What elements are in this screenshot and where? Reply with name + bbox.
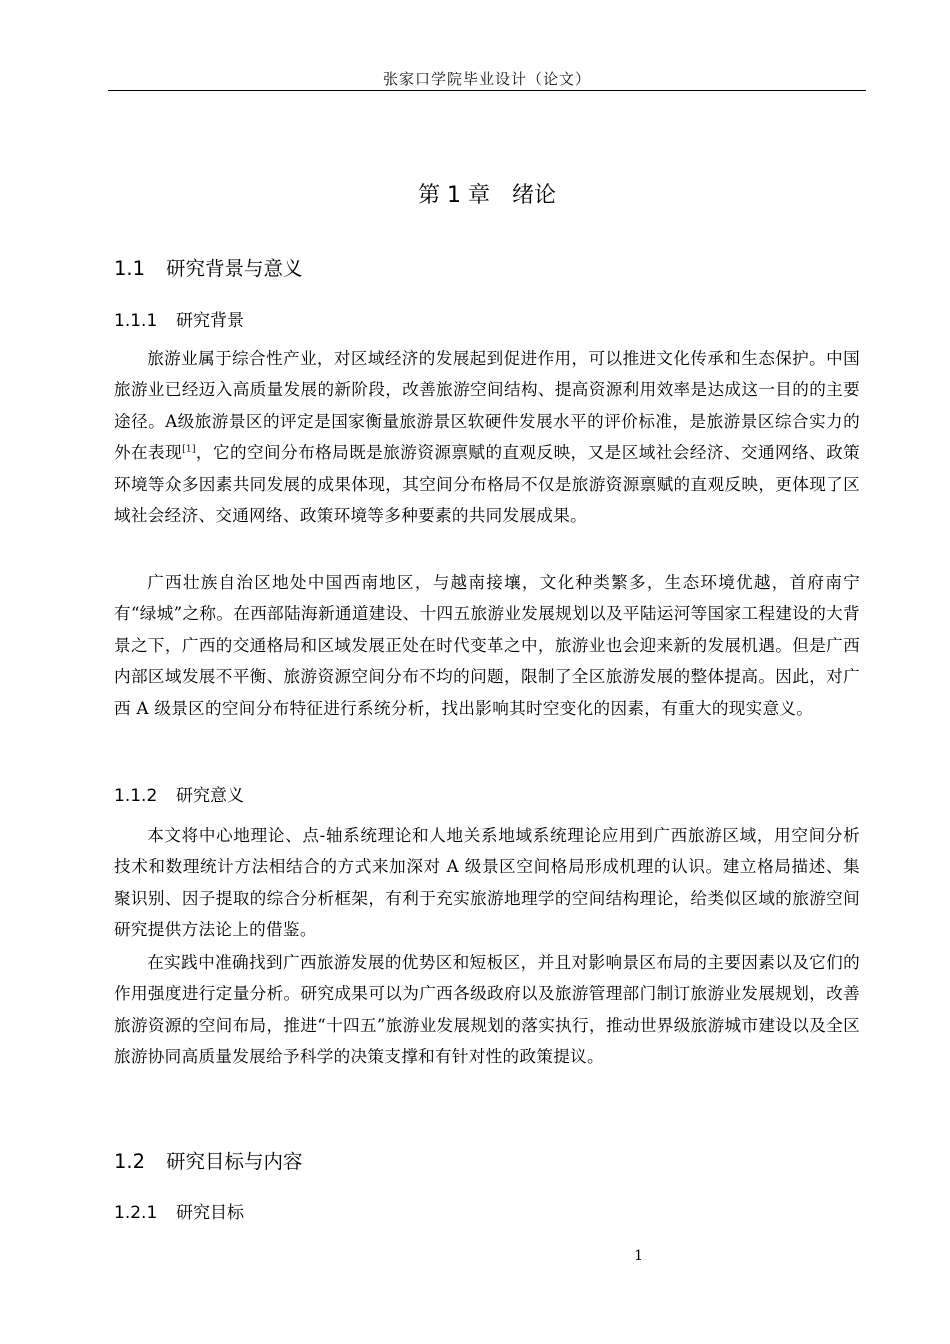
running-header: 张家口学院毕业设计（论文） (382, 70, 591, 88)
paragraph-significance-2: 在实践中准确找到广西旅游发展的优势区和短板区，并且对影响景区布局的主要因素以及它们的作用强度进行定量分析。研究成果可以为广西各级政府以及旅游管理部门制订旅游业发展规划，改善旅游资源的空间布局，推进“十四五”旅游业发展规划的落实执行，推动世界级旅游城市建设以及全区旅游协同高质量发展给予科学的决策支撑和有针对性的政策提议。 (114, 953, 860, 1067)
subsection-title: 研究背景 (176, 311, 244, 331)
header-rule (108, 90, 866, 91)
subsection-heading-1-1-2 (114, 781, 244, 806)
subsection-heading-1-2-1 (114, 1198, 244, 1223)
section-number: 1.1 (114, 257, 146, 280)
page-number: 1 (634, 1248, 643, 1264)
subsection-number: 1.2.1 (114, 1203, 158, 1223)
section-heading-1-2 (114, 1146, 303, 1174)
chapter-heading (108, 178, 866, 209)
subsection-number: 1.1.2 (114, 786, 158, 806)
citation-ref: [1] (182, 444, 196, 455)
section-number: 1.2 (114, 1150, 146, 1173)
section-heading-1-1 (114, 253, 303, 281)
subsection-number: 1.1.1 (114, 311, 158, 331)
chapter-number: 第 1 章 (418, 183, 490, 208)
subsection-heading-1-1-1 (114, 306, 244, 331)
section-title: 研究目标与内容 (166, 1150, 303, 1173)
paragraph-background-2: 广西壮族自治区地处中国西南地区，与越南接壤，文化种类繁多，生态环境优越，首府南宁有“绿城”之称。在西部陆海新通道建设、十四五旅游业发展规划以及平陆运河等国家工程建设的大背景之下，广西的交通格局和区域发展正处在时代变革之中，旅游业也会迎来新的发展机遇。但是广西内部区域发展不平衡、旅游资源空间分布不均的问题，限制了全区旅游发展的整体提高。因此，对广西 A 级景区的空间分布特征进行系统分析，找出影响其时空变化的因素，有重大的现实意义。 (114, 573, 860, 718)
paragraph-significance-1: 本文将中心地理论、点-轴系统理论和人地关系地域系统理论应用到广西旅游区域，用空间分析技术和数理统计方法相结合的方式来加深对 A 级景区空间格局形成机理的认识。建立格局描述、集聚识别、因子提取的综合分析框架，有利于充实旅游地理学的空间结构理论，给类似区域的旅游空间研究提供方法论上的借鉴。 (114, 826, 860, 940)
chapter-title: 绪论 (511, 183, 556, 208)
paragraph-text-cont: ，它的空间分布格局既是旅游资源禀赋的直观反映，又是区域社会经济、交通网络、政策环境等众多因素共同发展的成果体现，其空间分布格局不仅是旅游资源禀赋的直观反映，更体现了区域社会经济、交通网络、政策环境等多种要素的共同发展成果。 (114, 443, 860, 526)
paragraph-background-1 (114, 343, 860, 531)
paragraph-text: 旅游业属于综合性产业，对区域经济的发展起到促进作用，可以推进文化传承和生态保护。中国旅游业已经迈入高质量发展的新阶段，改善旅游空间结构、提高资源利用效率是达成这一目的的主要途径。A级旅游景区的评定是国家衡量旅游景区软硬件发展水平的评价标准，是旅游景区综合实力的外在表现 (114, 349, 860, 463)
subsection-title: 研究意义 (176, 786, 244, 806)
section-title: 研究背景与意义 (166, 257, 303, 280)
subsection-title: 研究目标 (176, 1203, 244, 1223)
